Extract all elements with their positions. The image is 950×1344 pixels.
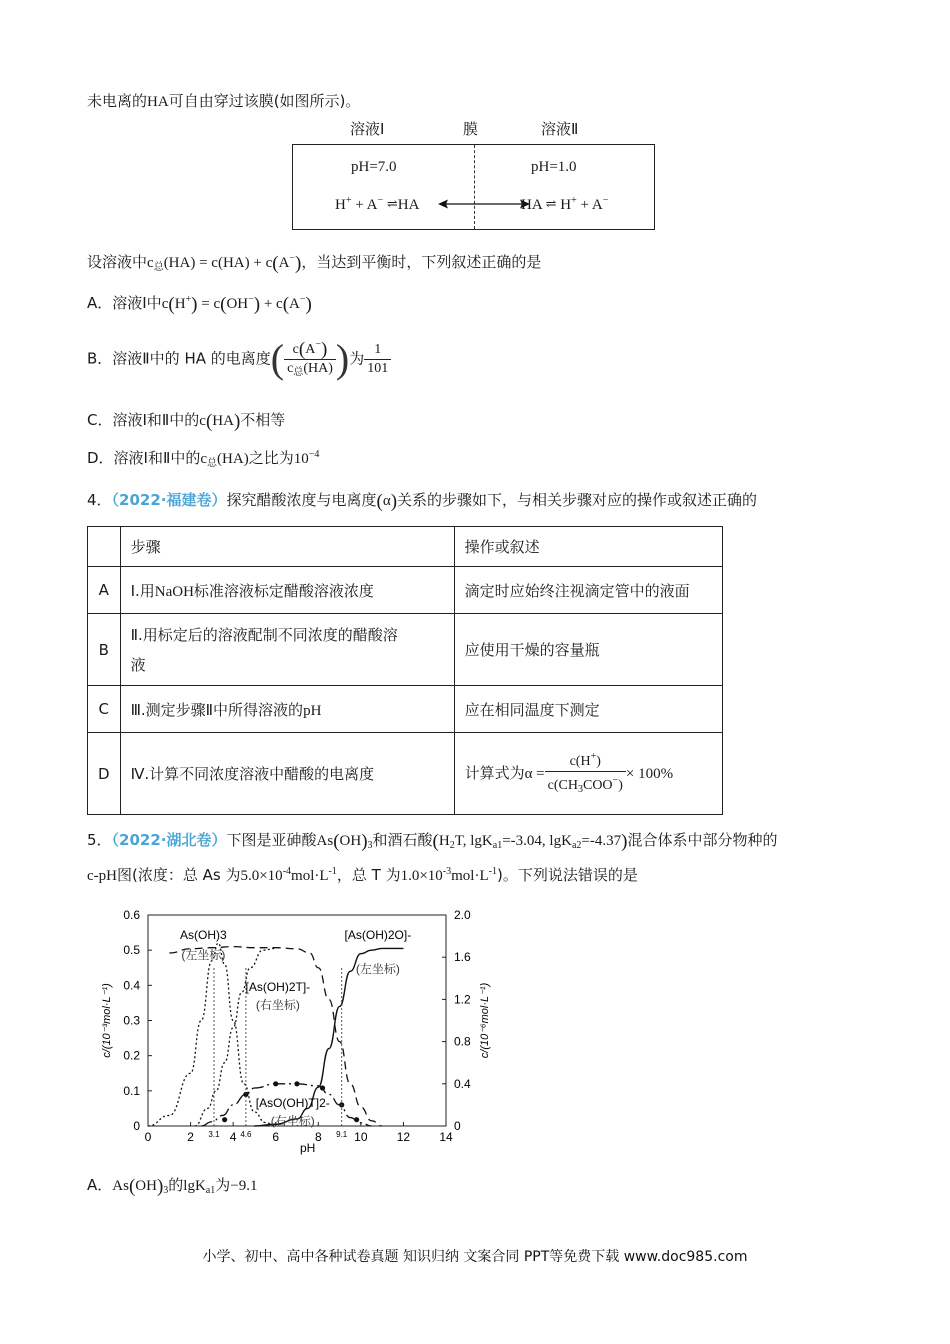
table-row: B Ⅱ.用标定后的溶液配制不同浓度的醋酸溶 液 应使用干燥的容量瓶 xyxy=(88,614,723,686)
x-tick-label: 10 xyxy=(354,1130,368,1144)
x-minor-tick-label: 9.1 xyxy=(336,1130,348,1139)
series-annotation-axis: (左坐标) xyxy=(181,948,226,962)
y-left-tick-label: 0.2 xyxy=(123,1048,140,1063)
alpha-fraction: c(H+) $c(CH_3COO^-)$ xyxy=(545,748,626,799)
q3-option-d[interactable]: D．溶液Ⅰ和Ⅱ中的$c_总(HA)$之比为$10^{-4}$ xyxy=(87,449,320,469)
y-left-tick-label: 0.5 xyxy=(123,943,140,958)
plot-frame xyxy=(148,915,446,1126)
source-tag: （2022·福建卷） xyxy=(111,491,227,509)
table-row: A Ⅰ.用NaOH标准溶液标定醋酸溶液浓度 滴定时应始终注视滴定管中的液面 xyxy=(88,567,723,614)
x-minor-tick-label: 4.6 xyxy=(240,1130,252,1139)
x-minor-tick-label: 3.1 xyxy=(208,1130,220,1139)
q5-option-a[interactable]: A．$As(OH)_3$的lgK$_{a1}$为−9.1 xyxy=(87,1176,258,1197)
y-right-tick-label: 0.4 xyxy=(454,1076,471,1091)
source-tag: （2022·湖北卷） xyxy=(111,831,227,849)
x-tick-label: 8 xyxy=(314,1130,322,1144)
right-equilibrium: HA ⇌ H+ + A− xyxy=(521,195,609,213)
membrane-diagram xyxy=(292,144,655,230)
data-point xyxy=(354,1117,359,1122)
solution-1-label: 溶液Ⅰ xyxy=(350,121,385,138)
header-operation: 操作或叙述 xyxy=(454,527,722,567)
data-point xyxy=(320,1085,325,1090)
ionization-fraction: c(A−) $c_总(HA)$ xyxy=(284,336,336,382)
q5-stem-line1: 5．（2022·湖北卷）下图是亚砷酸$As(OH)_3$和酒石酸($H_2T$, lgK$_{a1}$=-3.04, lgK$_{a2}$=-4.37)混合体系中部分物种的 xyxy=(87,831,778,852)
y-left-axis-label: c/(10⁻³mol·L⁻¹) xyxy=(101,983,113,1058)
y-left-tick-label: 0 xyxy=(133,1119,140,1133)
table-row: C Ⅲ.测定步骤Ⅱ中所得溶液的pH 应在相同温度下测定 xyxy=(88,686,723,733)
x-tick-label: 4 xyxy=(229,1130,237,1144)
series-annotation: [AsO(OH)T]2- xyxy=(255,1096,330,1110)
y-right-tick-label: 2.0 xyxy=(454,908,471,922)
y-right-tick-label: 0.8 xyxy=(454,1034,471,1049)
table-header-row xyxy=(88,527,723,567)
y-right-axis-label: c/(10⁻⁶mol·L⁻¹) xyxy=(479,982,491,1059)
series-annotation-axis: (左坐标) xyxy=(355,962,400,976)
y-right-tick-label: 0 xyxy=(454,1119,461,1133)
x-tick-label: 0 xyxy=(144,1130,152,1144)
y-left-tick-label: 0.1 xyxy=(123,1083,140,1098)
y-left-tick-label: 0.6 xyxy=(123,908,140,922)
q3-option-a[interactable]: A．溶液Ⅰ中c(H+) = c(OH−) + c(A−) xyxy=(87,294,312,315)
header-step: 步骤 xyxy=(120,527,454,567)
y-left-tick-label: 0.4 xyxy=(123,978,140,993)
q3-option-c[interactable]: C．溶液Ⅰ和Ⅱ中的c(HA)不相等 xyxy=(87,411,286,432)
x-axis-label: pH xyxy=(299,1141,316,1155)
intro-line: 未电离的HA可自由穿过该膜(如图所示)。 xyxy=(87,92,361,110)
series-annotation-axis: (右坐标) xyxy=(255,998,300,1012)
left-equilibrium: H+ + A− ⇌HA xyxy=(335,195,420,213)
series-annotation: [As(OH)2T]- xyxy=(245,980,311,994)
series-annotation: [As(OH)2O]- xyxy=(344,928,412,942)
table-row: D Ⅳ.计算不同浓度溶液中醋酸的电离度 计算式为α = c(H+) $c(CH_3COO^-)$ × 100% xyxy=(88,733,723,815)
steps-table xyxy=(87,526,723,815)
data-point xyxy=(273,1081,278,1086)
x-tick-label: 2 xyxy=(187,1130,194,1144)
footer: 小学、初中、高中各种试卷真题 知识归纳 文案合同 PPT等免费下载 www.doc985.com xyxy=(202,1249,748,1265)
data-point xyxy=(222,1117,227,1122)
right-ph: pH=1.0 xyxy=(531,159,577,175)
y-right-tick-label: 1.2 xyxy=(454,992,471,1007)
ratio-fraction: $\frac{1}{101}$ xyxy=(364,341,391,378)
membrane-divider xyxy=(474,145,475,229)
y-right-tick-label: 1.6 xyxy=(454,950,471,965)
membrane-label: 膜 xyxy=(463,121,479,138)
y-left-tick-label: 0.3 xyxy=(123,1013,140,1028)
left-ph: pH=7.0 xyxy=(351,159,397,175)
q5-stem-line2: c-pH图(浓度：总 As 为$5.0\times 10^{-4}mol\cdot L^{-1}$，总 T 为$1.0\times 10^{-3}mol\cdot L^{-1}$)。下列说法错误的是 xyxy=(87,866,638,884)
series-annotation: As(OH)3 xyxy=(180,928,227,942)
membrane-diagram-labels xyxy=(0,118,950,140)
c-ph-chart xyxy=(96,900,496,1160)
x-tick-label: 12 xyxy=(396,1130,411,1144)
q4-stem: 4．（2022·福建卷）探究醋酸浓度与电离度(α)关系的步骤如下，与相关步骤对应的操作或叙述正确的 xyxy=(87,491,758,512)
q3-option-b[interactable]: B．溶液Ⅱ中的 HA 的电离度( c(A−) $c_总(HA)$ )为 $\frac{1}{101}$ xyxy=(87,334,391,384)
solution-2-label: 溶液Ⅱ xyxy=(541,121,579,138)
double-arrow-icon xyxy=(438,197,530,211)
x-tick-label: 6 xyxy=(272,1130,280,1144)
x-tick-label: 14 xyxy=(439,1130,453,1144)
data-point xyxy=(294,1081,299,1086)
series-annotation-axis: (右坐标) xyxy=(270,1114,315,1128)
q3-stem: 设溶液中$c_总(HA) = c(HA) + c(A^-)$，当达到平衡时，下列叙述正确的是 xyxy=(87,253,542,274)
